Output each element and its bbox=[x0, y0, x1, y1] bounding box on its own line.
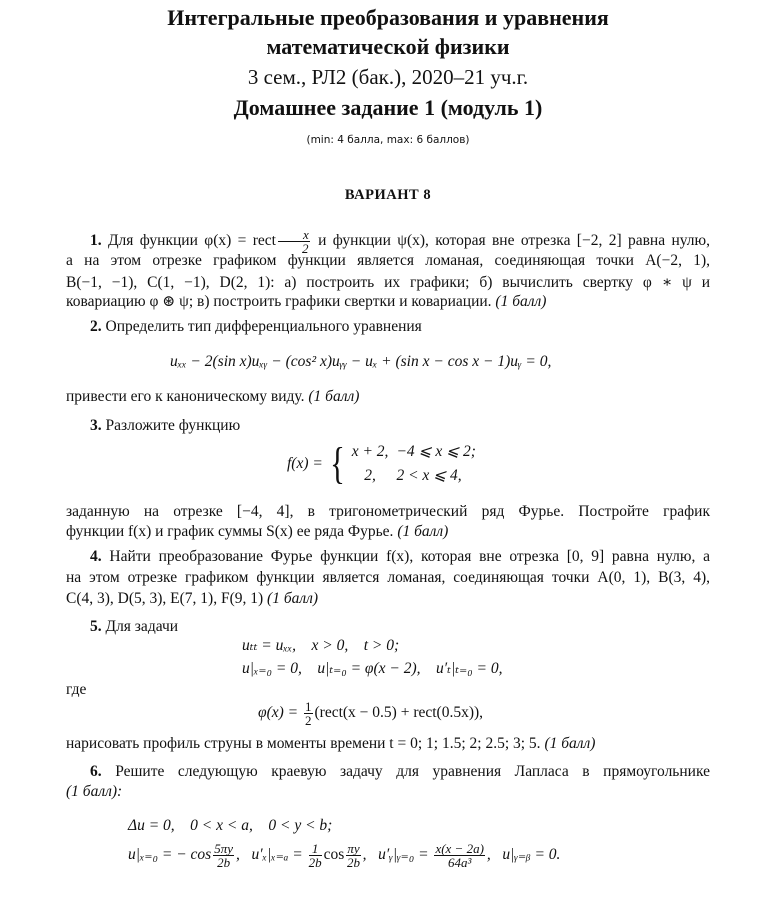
text: Для задачи bbox=[105, 618, 179, 635]
problem-number: 6. bbox=[90, 763, 102, 780]
text: C(4, 3), D(5, 3), E(7, 1), F(9, 1) bbox=[66, 590, 264, 607]
text: привести его к каноническому виду. bbox=[66, 388, 305, 405]
variant-heading: ВАРИАНТ 8 bbox=[344, 187, 432, 203]
text: Разложите функцию bbox=[105, 417, 241, 434]
text: и функции ψ(x), которая вне отрезка [−2, 2] равна нулю, bbox=[318, 232, 710, 250]
fraction: $\frac{x}{2}$ bbox=[278, 228, 310, 255]
text: Найти преобразование Фурье функции f(x), которая вне отрезка [0, 9] равна нулю, а bbox=[109, 548, 710, 565]
text: а на этом отрезке графиком функции является ломаная, соединяющая точки A(−2, 1), bbox=[66, 252, 710, 269]
points: (1 балл): bbox=[66, 783, 123, 800]
assignment-title: Домашнее задание 1 (модуль 1) bbox=[233, 95, 543, 120]
text: ковариацию φ ⊛ ψ; в) построить графики свертки и ковариации. bbox=[66, 293, 492, 310]
problem-number: 2. bbox=[90, 318, 102, 335]
text: Решите следующую краевую задачу для уравнения Лапласа в прямоугольнике bbox=[115, 763, 710, 780]
points: (1 балл) bbox=[267, 590, 319, 607]
problem-number: 3. bbox=[90, 417, 102, 434]
points-range: (min: 4 балла, max: 6 баллов) bbox=[306, 134, 470, 146]
text: где bbox=[66, 681, 87, 698]
problem-number: 4. bbox=[90, 548, 102, 565]
laplace-equation: Δu = 0, 0 < x < a, 0 < y < b; bbox=[128, 817, 333, 834]
equation: uₜₜ = uₓₓ, x > 0, t > 0; bbox=[242, 637, 400, 654]
course-info: 3 сем., РЛ2 (бак.), 2020–21 уч.г. bbox=[247, 65, 529, 89]
problem-number: 1. bbox=[90, 232, 102, 250]
text: Определить тип дифференциального уравнения bbox=[105, 318, 422, 335]
equation: uₓₓ − 2(sin x)uₓᵧ − (cos² x)uᵧᵧ − uₓ + (sin x − cos x − 1)uᵧ = 0, bbox=[170, 353, 552, 370]
piecewise-function: f(x) = { x + 2, −4 ⩽ x ⩽ 2; 2, 2 < x ⩽ 4, bbox=[287, 439, 476, 488]
problem-number: 5. bbox=[90, 618, 102, 635]
text: на этом отрезке графиком функции является ломаная, соединяющая точки A(0, 1), B(3, 4), bbox=[66, 569, 710, 586]
text: нарисовать профиль струны в моменты времени t = 0; 1; 1.5; 2; 2.5; 3; 5. bbox=[66, 735, 541, 752]
boundary-conditions: u|ₓ₌₀ = 0, u|ₜ₌₀ = φ(x − 2), u′ₜ|ₜ₌₀ = 0, bbox=[242, 660, 503, 677]
phi-definition: φ(x) = $\frac{1}{2}$ (rect(x − 0.5) + rect(0.5x)), bbox=[258, 699, 484, 728]
text: функции f(x) и график суммы S(x) ее ряда Фурье. bbox=[66, 523, 394, 540]
points: (1 балл) bbox=[397, 523, 449, 540]
points: (1 балл) bbox=[544, 735, 596, 752]
title-line-1: Интегральные преобразования и уравнения bbox=[167, 5, 609, 30]
text: Для функции φ(x) = rect bbox=[107, 232, 276, 250]
points: (1 балл) bbox=[308, 388, 360, 405]
text: B(−1, −1), C(1, −1), D(2, 1): а) построить их графики; б) вычислить свертку φ ∗ ψ и bbox=[66, 274, 710, 291]
text: заданную на отрезке [−4, 4], в тригонометрический ряд Фурье. Постройте график bbox=[66, 503, 710, 520]
boundary-conditions: u|ₓ₌₀ = − cos $\frac{5\pi y}{2b}$ , u′ₓ|ₓ₌ₐ = $\frac{1}{2b}$ cos $\frac{\pi y}{2b}$ , u′ᵧ|ᵧ₌₀ = $\frac{x(x - 2a)}{\text{64a³}}$ , u|ᵧ₌ᵦ = 0. bbox=[128, 841, 561, 870]
points: (1 балл) bbox=[495, 293, 547, 310]
title-line-2: математической физики bbox=[266, 34, 510, 59]
